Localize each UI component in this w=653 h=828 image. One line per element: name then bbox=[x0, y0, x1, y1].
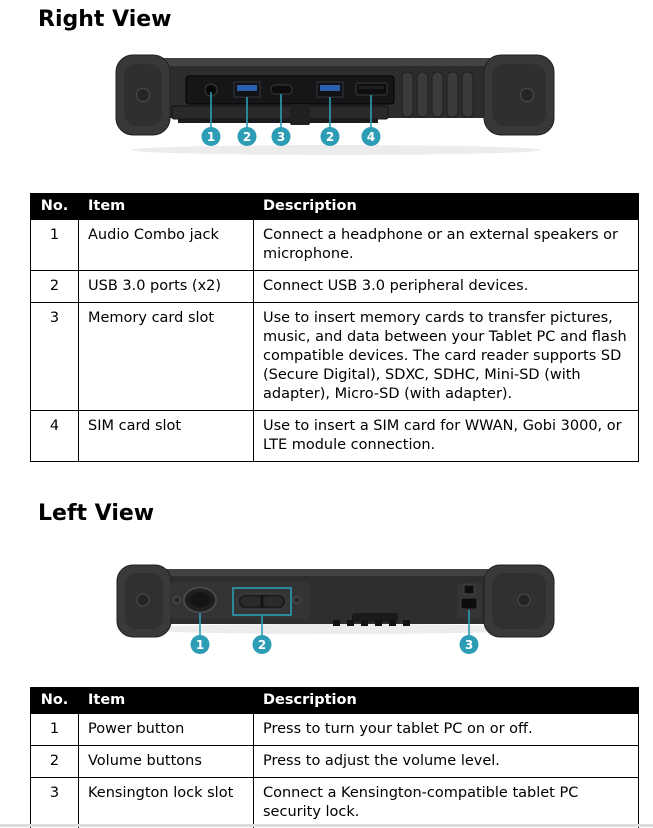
power-button-icon bbox=[184, 588, 216, 613]
callout-marker-3 bbox=[460, 635, 479, 654]
cell-description: Connect USB 3.0 peripheral devices. bbox=[254, 271, 639, 303]
memory-card-slot-icon bbox=[271, 85, 292, 94]
right-view-table bbox=[30, 193, 639, 462]
cell-description: Connect a headphone or an external speakers or microphone. bbox=[254, 220, 639, 271]
svg-text:4: 4 bbox=[366, 130, 376, 144]
callout-marker-2b bbox=[321, 127, 340, 146]
svg-text:3: 3 bbox=[276, 130, 286, 144]
cell-item: Power button bbox=[79, 714, 254, 746]
left-view-table bbox=[30, 687, 639, 828]
svg-text:1: 1 bbox=[195, 638, 205, 652]
right-view-heading: Right View bbox=[38, 7, 172, 32]
table-row bbox=[31, 714, 639, 746]
bumper-screw-icon bbox=[137, 89, 150, 102]
table-row bbox=[31, 271, 639, 303]
photo-shadow bbox=[131, 145, 541, 155]
callout-marker-1 bbox=[191, 635, 210, 654]
page-bottom-rule bbox=[0, 824, 653, 827]
cell-item: Kensington lock slot bbox=[79, 778, 254, 828]
open-port-cover bbox=[172, 104, 388, 125]
table-header-row bbox=[31, 194, 639, 220]
cell-description: Use to insert a SIM card for WWAN, Gobi 3000, or LTE module connection. bbox=[254, 411, 639, 462]
col-header-item: Item bbox=[79, 194, 254, 220]
table-header-row bbox=[31, 688, 639, 714]
usb-port-icon bbox=[317, 82, 343, 97]
svg-text:2: 2 bbox=[325, 130, 335, 144]
cell-no: 3 bbox=[31, 778, 79, 828]
cell-description: Press to turn your tablet PC on or off. bbox=[254, 714, 639, 746]
col-header-description: Description bbox=[254, 688, 639, 714]
col-header-no: No. bbox=[31, 688, 79, 714]
col-header-item: Item bbox=[79, 688, 254, 714]
callout-marker-2 bbox=[238, 127, 257, 146]
table-row bbox=[31, 303, 639, 411]
usb-port-icon bbox=[234, 82, 260, 97]
cell-item: Audio Combo jack bbox=[79, 220, 254, 271]
left-view-heading: Left View bbox=[38, 501, 155, 526]
svg-text:2: 2 bbox=[242, 130, 252, 144]
cell-description: Connect a Kensington-compatible tablet PC security lock. bbox=[254, 778, 639, 828]
table-row bbox=[31, 220, 639, 271]
bumper-screw-icon bbox=[518, 594, 530, 606]
svg-text:2: 2 bbox=[257, 638, 267, 652]
panel-screw-icon bbox=[294, 597, 301, 604]
callout-marker-3 bbox=[272, 127, 291, 146]
cell-no: 1 bbox=[31, 220, 79, 271]
cell-no: 4 bbox=[31, 411, 79, 462]
svg-text:1: 1 bbox=[206, 130, 216, 144]
right-corner-bumper bbox=[484, 565, 554, 637]
side-grip-ribs bbox=[398, 70, 480, 118]
cell-no: 2 bbox=[31, 746, 79, 778]
cell-description: Press to adjust the volume level. bbox=[254, 746, 639, 778]
panel-screw-icon bbox=[174, 597, 181, 604]
callout-marker-4 bbox=[362, 127, 381, 146]
cell-item: Memory card slot bbox=[79, 303, 254, 411]
table-row bbox=[31, 746, 639, 778]
cell-no: 2 bbox=[31, 271, 79, 303]
bumper-screw-icon bbox=[137, 594, 149, 606]
col-header-no: No. bbox=[31, 194, 79, 220]
table-row bbox=[31, 411, 639, 462]
cell-item: USB 3.0 ports (x2) bbox=[79, 271, 254, 303]
callout-marker-2 bbox=[253, 635, 272, 654]
left-corner-bumper bbox=[117, 565, 171, 637]
left-view-photo bbox=[0, 552, 653, 664]
table-row bbox=[31, 778, 639, 828]
cell-item: Volume buttons bbox=[79, 746, 254, 778]
bumper-screw-icon bbox=[521, 89, 534, 102]
cell-item: SIM card slot bbox=[79, 411, 254, 462]
svg-text:3: 3 bbox=[464, 638, 474, 652]
sim-card-slot-icon bbox=[356, 83, 387, 95]
cell-description: Use to insert memory cards to transfer pictures, music, and data between your Tablet PC and flash compatible devices. The card reader supports SD (Secure Digital), SDXC, SDHC, Mini-SD (with adapter), Micro-SD (with adapter). bbox=[254, 303, 639, 411]
col-header-description: Description bbox=[254, 194, 639, 220]
callout-marker-1 bbox=[202, 127, 221, 146]
right-corner-bumper bbox=[484, 55, 554, 135]
cell-no: 3 bbox=[31, 303, 79, 411]
right-view-photo bbox=[0, 40, 653, 165]
left-corner-bumper bbox=[116, 55, 170, 135]
cell-no: 1 bbox=[31, 714, 79, 746]
